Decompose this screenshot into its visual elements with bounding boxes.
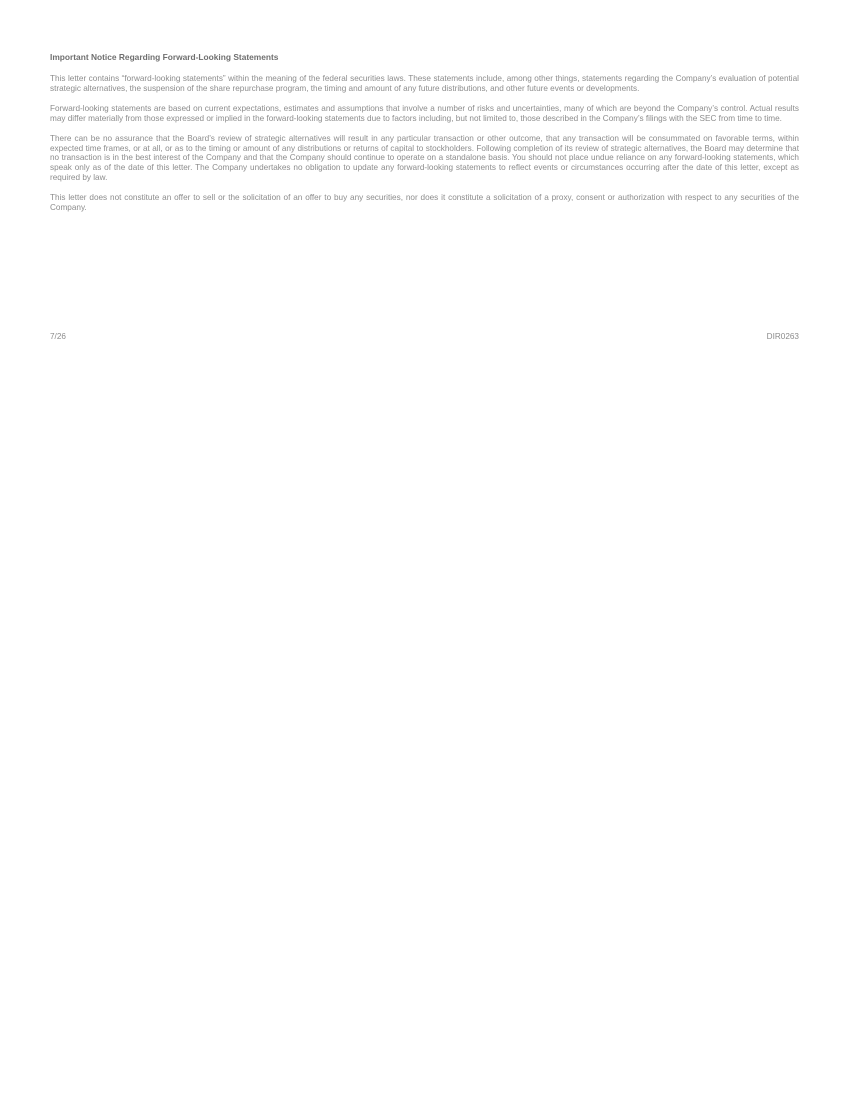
notice-title: Important Notice Regarding Forward-Looking Statements [50, 52, 279, 62]
footer-date: 7/26 [50, 332, 66, 341]
paragraph-risks-uncertainties: Forward-looking statements are based on current expectations, estimates and assumptions that involve a number of risks and uncertainties, many of which are beyond the Company’s control. Actual results may differ materially from those expressed or implied in the forward-looking statements due to factors including, but not limited to, those described in the Company’s filings with the SEC from time to time. [50, 103, 799, 123]
page-footer [50, 332, 799, 342]
paragraph-no-assurance: There can be no assurance that the Board’s review of strategic alternatives will result in any particular transaction or other outcome, that any transaction will be consummated on favorable terms, within expected time frames, or at all, or as to the timing or amount of any distributions or returns of capital to stockholders. Following completion of its review of strategic alternatives, the Board may determine that no transaction is in the best interest of the Company and that the Company should continue to operate on a standalone basis. You should not place undue reliance on any forward-looking statements, which speak only as of the date of this letter. The Company undertakes no obligation to update any forward-looking statements to reflect events or circumstances occurring after the date of this letter, except as required by law. [50, 133, 799, 183]
footer-document-code: DIR0263 [766, 332, 799, 341]
paragraph-forward-looking-intro: This letter contains “forward-looking statements” within the meaning of the federal securities laws. These statements include, among other things, statements regarding the Company’s evaluation of potential strategic alternatives, the suspension of the share repurchase program, the timing and amount of any future distributions, and other future events or developments. [50, 74, 799, 93]
paragraph-no-offer: This letter does not constitute an offer to sell or the solicitation of an offer to buy any securities, nor does it constitute a solicitation of a proxy, consent or authorization with respect to any securities of the Company. [50, 193, 799, 213]
